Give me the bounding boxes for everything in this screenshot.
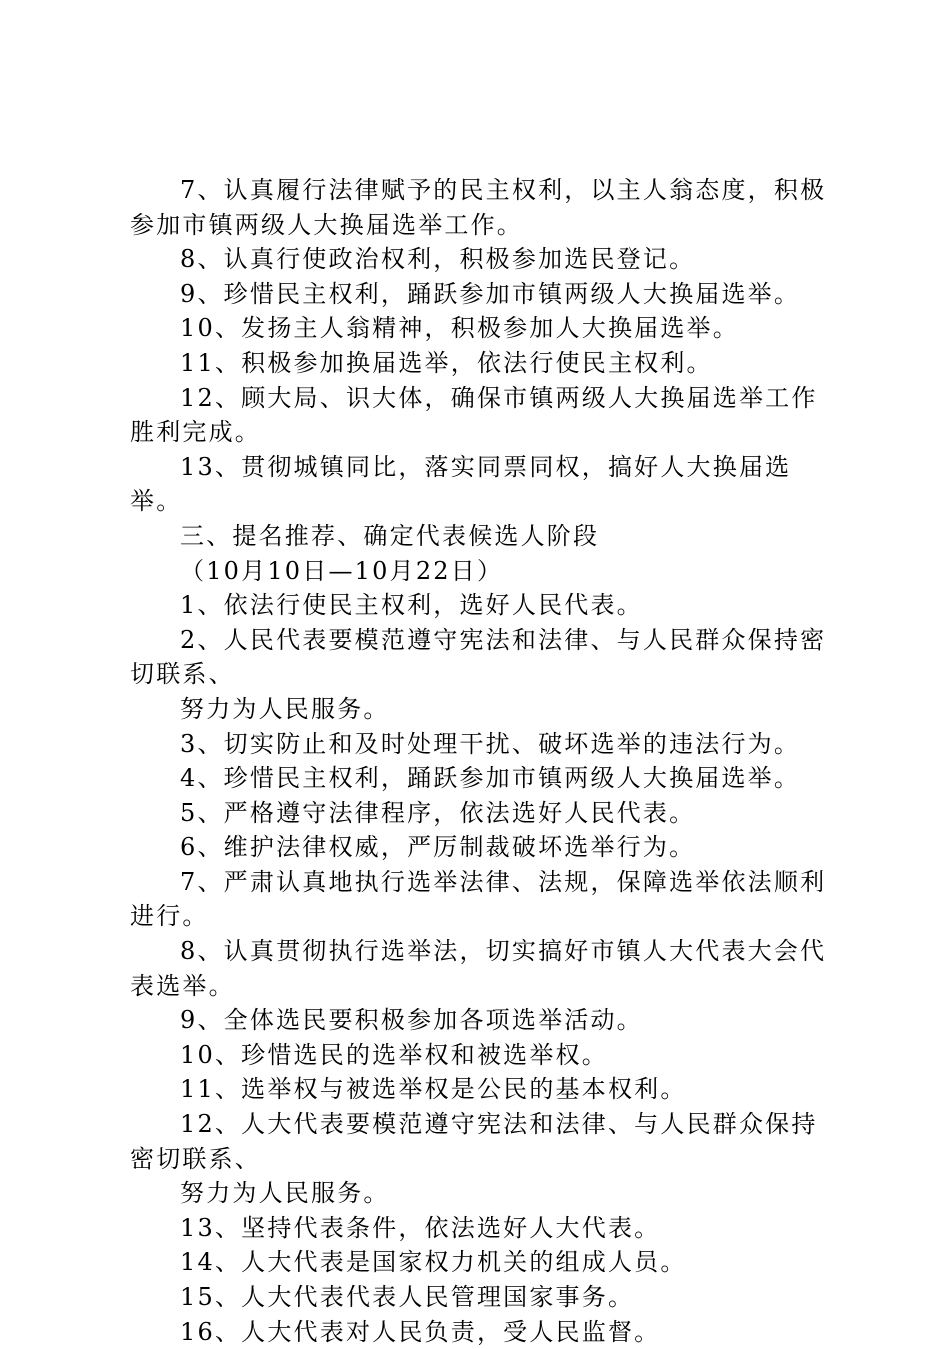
- paragraph: 7、严肃认真地执行选举法律、法规，保障选举依法顺利进行。: [130, 867, 827, 931]
- paragraph: 15、人大代表代表人民管理国家事务。: [180, 1283, 635, 1311]
- paragraph: 6、维护法律权威，严厉制裁破坏选举行为。: [180, 833, 696, 862]
- paragraph: 10、发扬主人翁精神，积极参加人大换届选举。: [180, 314, 739, 343]
- paragraph: 12、人大代表要模范遵守宪法和法律、与人民群众保持密切联系、: [130, 1110, 818, 1173]
- paragraph: 16、人大代表对人民负责，受人民监督。: [180, 1317, 661, 1346]
- paragraph: 10、珍惜选民的选举权和被选举权。: [180, 1040, 608, 1069]
- paragraph: 14、人大代表是国家权力机关的组成人员。: [180, 1248, 687, 1277]
- paragraph: 13、贯彻城镇同比，落实同票同权，搞好人大换届选举。: [130, 452, 792, 516]
- section-date-range: （10月10日—10月22日）: [180, 556, 504, 585]
- paragraph: 4、珍惜民主权利，踊跃参加市镇两级人大换届选举。: [180, 764, 801, 793]
- paragraph: 8、认真行使政治权利，积极参加选民登记。: [180, 245, 696, 274]
- paragraph: 1、依法行使民主权利，选好人民代表。: [180, 591, 643, 620]
- paragraph: 9、全体选民要积极参加各项选举活动。: [180, 1006, 643, 1035]
- paragraph: 9、珍惜民主权利，踊跃参加市镇两级人大换届选举。: [180, 279, 801, 308]
- section-heading: 三、提名推荐、确定代表候选人阶段: [180, 521, 600, 550]
- paragraph: 11、积极参加换届选举，依法行使民主权利。: [180, 348, 713, 377]
- paragraph: 7、认真履行法律赋予的民主权利，以主人翁态度，积极参加市镇两级人大换届选举工作。: [130, 176, 827, 239]
- paragraph: 11、选举权与被选举权是公民的基本权利。: [180, 1075, 687, 1104]
- paragraph-continuation: 努力为人民服务。: [180, 1179, 390, 1208]
- paragraph: 3、切实防止和及时处理干扰、破坏选举的违法行为。: [180, 729, 801, 758]
- document-body: [130, 173, 830, 1349]
- paragraph: 2、人民代表要模范遵守宪法和法律、与人民群众保持密切联系、: [130, 625, 827, 689]
- paragraph: 8、认真贯彻执行选举法，切实搞好市镇人大代表大会代表选举。: [130, 937, 827, 1000]
- paragraph: 5、严格遵守法律程序，依法选好人民代表。: [180, 798, 696, 827]
- paragraph: 12、顾大局、识大体，确保市镇两级人大换届选举工作胜利完成。: [130, 383, 818, 447]
- paragraph-continuation: 努力为人民服务。: [180, 694, 390, 723]
- paragraph: 13、坚持代表条件，依法选好人大代表。: [180, 1213, 661, 1242]
